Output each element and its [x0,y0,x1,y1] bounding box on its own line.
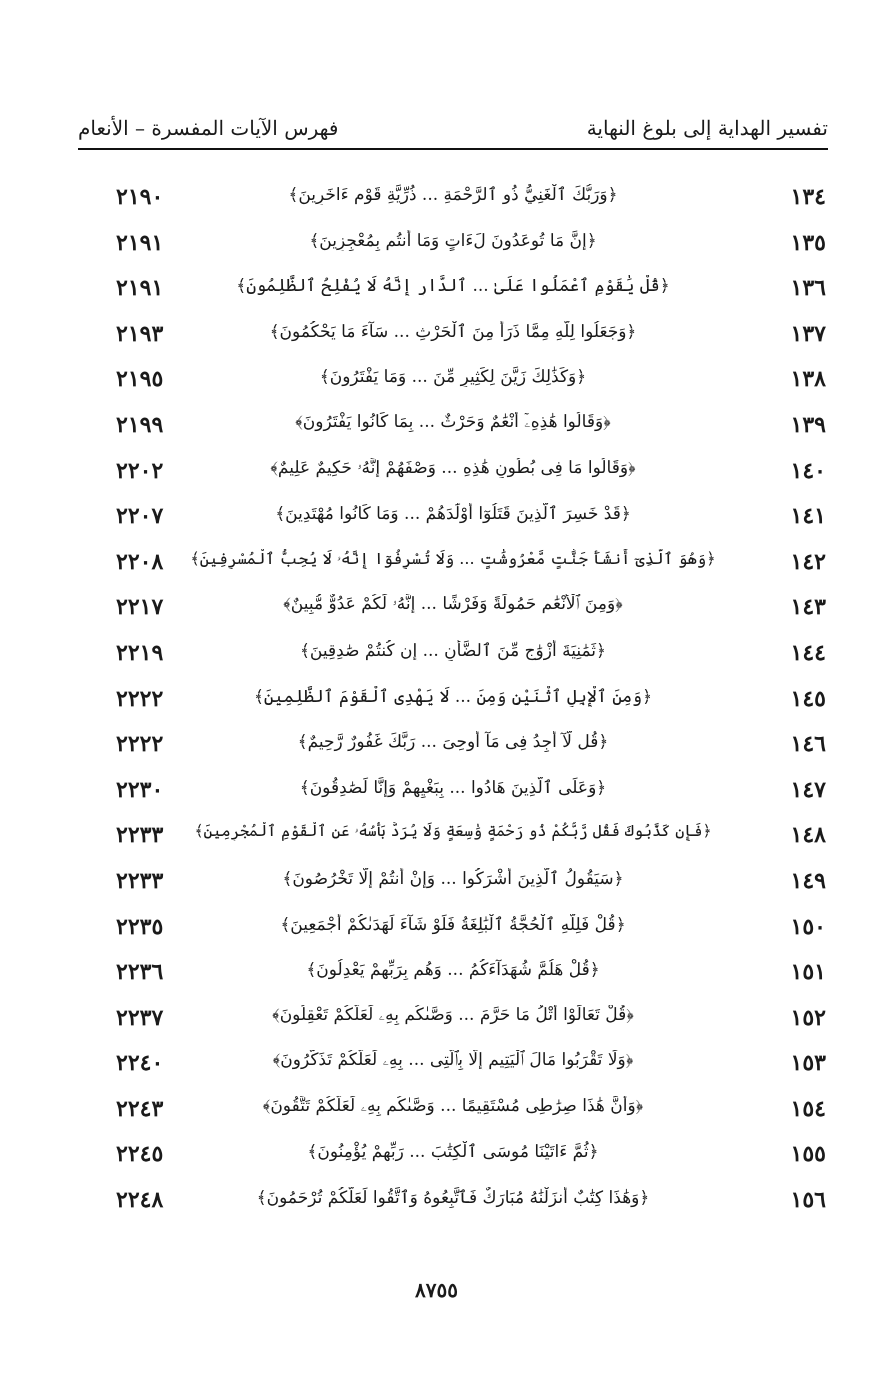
verse-text: ﴿قُل لَّآ أَجِدُ فِى مَآ أُوحِىَ ... رَبَّكَ غَفُورٌ رَّحِيمٌ﴾ [297,732,609,753]
page-reference: ٢٢٣٥ [116,913,164,940]
verse-number: ١٣٧ [790,320,826,347]
verse-number: ١٥٢ [790,1004,826,1031]
page-reference: ٢٢١٩ [116,639,164,666]
page-reference: ٢٢٠٢ [116,457,164,484]
page-reference: ٢١٩١ [116,275,164,302]
page-reference: ٢١٩٥ [116,366,164,393]
verse-number: ١٣٥ [790,229,826,256]
verse-text: ﴿وَمِنَ ٱلْأَنْعَٰمِ حَمُولَةً وَفَرْشًا ... إِنَّهُۥ لَكُمْ عَدُوٌّ مُّبِينٌ﴾ [283,594,623,615]
verse-text: ﴿وَأَنَّ هَٰذَا صِرَٰطِى مُسْتَقِيمًا ... وَصَّىٰكُم بِهِۦ لَعَلَّكُمْ تَتَّقُونَ﴾ [262,1095,644,1116]
verse-number: ١٤٠ [790,457,826,484]
page-reference: ٢٢٤٨ [116,1187,164,1214]
verse-text: ﴿ثُمَّ ءَاتَيْنَا مُوسَى ٱلْكِتَٰبَ ... رَبِّهِمْ يُؤْمِنُونَ﴾ [307,1142,599,1163]
table-row [78,816,828,862]
table-row [78,999,828,1045]
verse-number: ١٣٩ [790,411,826,438]
verse-text: ﴿وَلَا تَقْرَبُوا مَالَ ٱلْيَتِيمِ إِلَّا بِٱلَّتِى ... بِهِۦ لَعَلَّكُمْ تَذَكَّرُونَ﴾ [272,1050,634,1071]
table-row [78,680,828,726]
table-row [78,1135,828,1181]
verse-number: ١٥٦ [790,1187,826,1214]
verse-number: ١٤١ [790,503,826,530]
verse-text: ﴿وَهُوَ ٱلَّذِىٓ أَنشَأَ جَنَّٰتٍ مَّعْرُوشَٰتٍ ... وَلَا تُسْرِفُوٓا إِنَّهُۥ لَا يُحِبُّ ٱلْمُسْرِفِينَ﴾ [190,548,716,568]
table-row [78,452,828,498]
page-reference: ٢٢٣٦ [116,959,164,986]
table-row [78,360,828,406]
header-rule [78,148,828,150]
verse-text: ﴿قُلْ يَٰقَوْمِ ٱعْمَلُوا عَلَىٰ ... ٱلدَّارِ إِنَّهُ لَا يُفْلِحُ ٱلظَّٰلِمُونَ﴾ [236,276,670,297]
table-row [78,953,828,999]
page-reference: ٢١٩٠ [116,184,164,210]
table-row [78,634,828,680]
verse-number: ١٥٥ [790,1141,826,1168]
page-reference: ٢١٩٩ [116,411,164,438]
page-reference: ٢١٩٣ [116,320,164,347]
page-reference: ٢٢٣٠ [116,776,164,803]
verse-text: ﴿وَقَالُوا هَٰذِهِۦٓ أَنْعَٰمٌ وَحَرْثٌ ... بِمَا كَانُوا يَفْتَرُونَ﴾ [295,411,611,432]
verse-number: ١٥٣ [790,1050,826,1077]
verse-number: ١٤٩ [790,867,826,894]
page-reference: ٢٢٠٨ [116,548,164,575]
verse-text: ﴿قَدْ خَسِرَ ٱلَّذِينَ قَتَلُوٓا أَوْلَٰدَهُمْ ... وَمَا كَانُوا مُهْتَدِينَ﴾ [275,504,631,525]
running-header [78,116,828,146]
verse-number: ١٥٠ [790,913,826,940]
verse-text: ﴿إِنَّ مَا تُوعَدُونَ لَءَاتٍ وَمَا أَنتُم بِمُعْجِزِينَ﴾ [309,230,597,251]
table-row [78,771,828,817]
verse-text: ﴿فَإِن كَذَّبُوكَ فَقُل رَّبُّكُمْ ذُو رَحْمَةٍ وَٰسِعَةٍ وَلَا يُرَدُّ بَأْسُهُۥ عَنِ ٱلْقَوْمِ ٱلْمُجْرِمِينَ﴾ [194,822,712,841]
verse-text: ﴿سَيَقُولُ ٱلَّذِينَ أَشْرَكُوا ... وَإِنْ أَنتُمْ إِلَّا تَخْرُصُونَ﴾ [282,868,624,889]
page-reference: ٢٢٠٧ [116,503,164,530]
verse-text: ﴿وَكَذَٰلِكَ زَيَّنَ لِكَثِيرٍ مِّنَ ... وَمَا يَفْتَرُونَ﴾ [319,367,587,388]
table-row [78,224,828,270]
page-reference: ٢٢٤٥ [116,1141,164,1168]
page-reference: ٢٢١٧ [116,594,164,621]
page-reference: ٢٢٢٢ [116,685,164,712]
verse-text: ﴿وَعَلَى ٱلَّذِينَ هَادُوا ... بِبَغْيِهِمْ وَإِنَّا لَصَٰدِقُونَ﴾ [299,777,607,798]
page-reference: ٢٢٣٣ [116,822,164,849]
verse-number: ١٥٤ [790,1095,826,1122]
verse-number: ١٤٦ [790,731,826,758]
table-row [78,908,828,954]
verse-text: ﴿وَمِنَ ٱلْإِبِلِ ٱثْنَيْنِ وَمِنَ ... لَا يَهْدِى ٱلْقَوْمَ ٱلظَّٰلِمِينَ﴾ [253,686,653,707]
table-row [78,725,828,771]
table-row [78,315,828,361]
verse-text: ﴿قُلْ فَلِلَّهِ ٱلْحُجَّةُ ٱلْبَٰلِغَةُ فَلَوْ شَآءَ لَهَدَىٰكُمْ أَجْمَعِينَ﴾ [280,914,626,935]
table-row [78,178,828,224]
verse-text: ﴿وَجَعَلُوا لِلَّهِ مِمَّا ذَرَأَ مِنَ ٱلْحَرْثِ ... سَآءَ مَا يَحْكُمُونَ﴾ [269,321,637,342]
verse-number: ١٤٣ [790,594,826,621]
table-row [78,1044,828,1090]
page-reference: ٢٢٢٢ [116,731,164,758]
page-reference: ٢٢٤٠ [116,1050,164,1077]
verse-number: ١٤٨ [790,822,826,849]
verse-text: ﴿قُلْ تَعَالَوْا أَتْلُ مَا حَرَّمَ ... وَصَّىٰكُم بِهِۦ لَعَلَّكُمْ تَعْقِلُونَ﴾ [272,1004,634,1025]
verse-number: ١٣٦ [790,275,826,302]
verse-text: ﴿وَقَالُوا مَا فِى بُطُونِ هَٰذِهِ ... وَصْفَهُمْ إِنَّهُۥ حَكِيمٌ عَلِيمٌ﴾ [270,457,636,478]
table-row [78,497,828,543]
table-row [78,862,828,908]
book-title: تفسير الهداية إلى بلوغ النهاية [586,116,828,140]
table-row [78,1181,828,1227]
verse-number: ١٣٤ [790,184,826,210]
verse-text: ﴿وَهَٰذَا كِتَٰبٌ أَنزَلْنَٰهُ مُبَارَكٌ فَٱتَّبِعُوهُ وَٱتَّقُوا لَعَلَّكُمْ تُرْحَمُونَ﴾ [256,1188,650,1209]
verse-number: ١٤٢ [790,548,826,575]
verse-number: ١٤٧ [790,776,826,803]
verse-text: ﴿وَرَبُّكَ ٱلْغَنِيُّ ذُو ٱلرَّحْمَةِ ... ذُرِّيَّةِ قَوْمٍ ءَاخَرِينَ﴾ [288,185,618,205]
verse-number: ١٣٨ [790,366,826,393]
section-title: فهرس الآيات المفسرة – الأنعام [78,116,339,140]
verse-text: ﴿قُلْ هَلُمَّ شُهَدَآءَكُمُ ... وَهُم بِرَبِّهِمْ يَعْدِلُونَ﴾ [306,960,600,981]
verse-text: ﴿ثَمَٰنِيَةَ أَزْوَٰجٍ مِّنَ ٱلضَّأْنِ ... إِن كُنتُمْ صَٰدِقِينَ﴾ [299,640,607,661]
table-row [78,543,828,589]
verse-number: ١٤٥ [790,685,826,712]
page-number: ٨٧٥٥ [415,1278,458,1302]
page-reference: ٢١٩١ [116,229,164,256]
verse-index-table [78,178,828,1227]
table-row [78,269,828,315]
table-row [78,588,828,634]
table-row [78,406,828,452]
page-reference: ٢٢٣٧ [116,1004,164,1031]
table-row [78,1090,828,1136]
page-reference: ٢٢٣٣ [116,867,164,894]
verse-number: ١٥١ [790,959,826,986]
verse-number: ١٤٤ [790,639,826,666]
page-reference: ٢٢٤٣ [116,1095,164,1122]
